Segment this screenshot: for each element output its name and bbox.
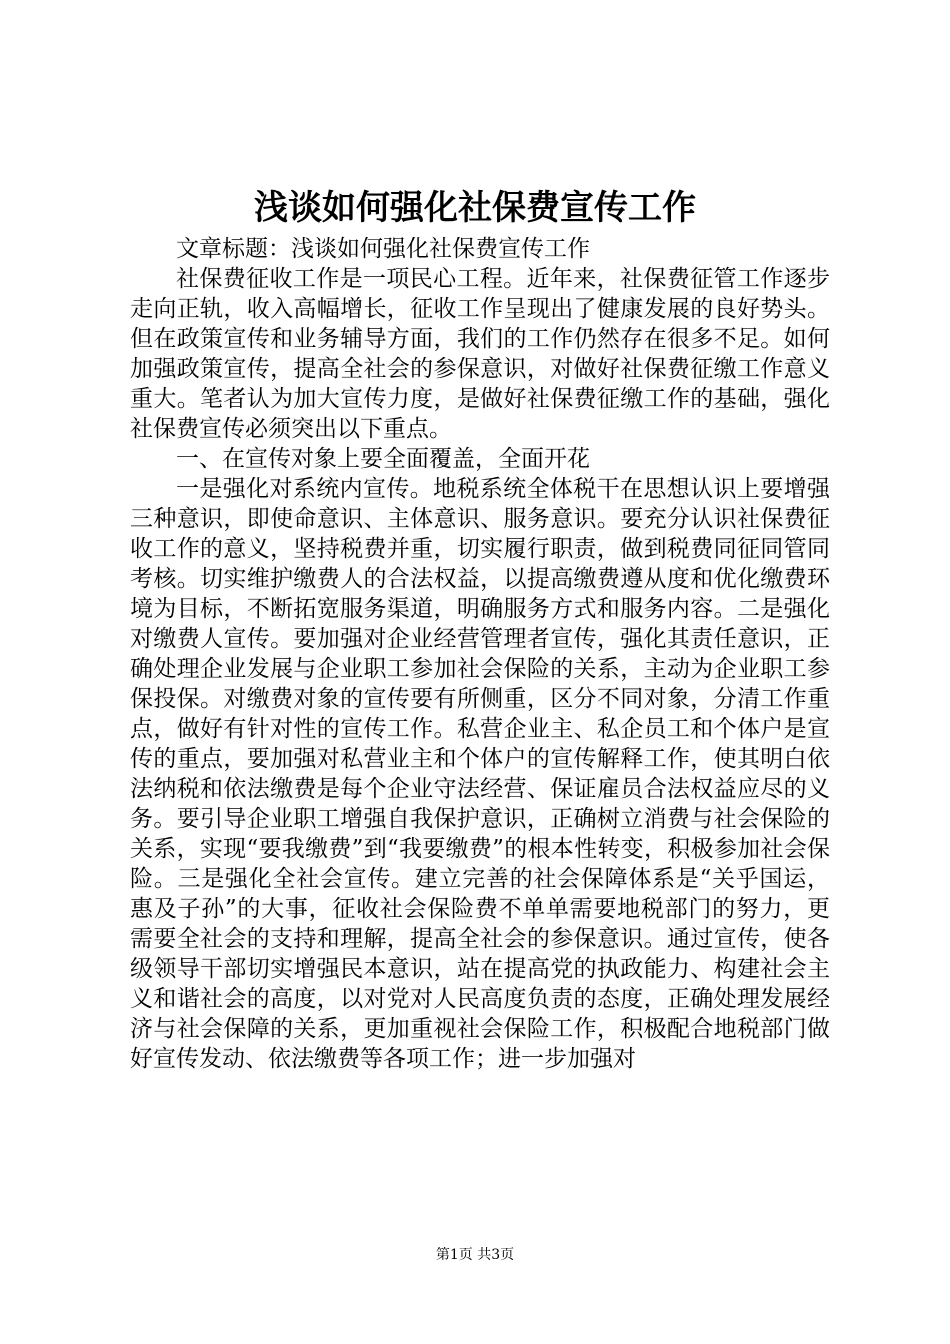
document-body bbox=[130, 234, 830, 1074]
section-heading: 一、在宣传对象上要全面覆盖，全面开花 bbox=[176, 446, 590, 472]
paragraph-article-title: 文章标题：浅谈如何强化社保费宣传工作 bbox=[176, 236, 590, 262]
page-footer: 第1页 共3页 bbox=[435, 1247, 515, 1263]
document-title: 浅谈如何强化社保费宣传工作 bbox=[254, 188, 696, 228]
paragraph-body: 一是强化对系统内宣传。地税系统全体税干在思想认识上要增强三种意识，即使命意识、主体意识、服务意识。要充分认识社保费征收工作的意义，坚持税费并重，切实履行职责，做到税费同征同管同考核。切实维护缴费人的合法权益，以提高缴费遵从度和优化缴费环境为目标，不断拓宽服务渠道，明确服务方式和服务内容。二是强化对缴费人宣传。要加强对企业经营管理者宣传，强化其责任意识，正确处理企业发展与企业职工参加社会保险的关系，主动为企业职工参保投保。对缴费对象的宣传要有所侧重，区分不同对象，分清工作重点，做好有针对性的宣传工作。私营企业主、私企员工和个体户是宣传的重点，要加强对私营业主和个体户的宣传解释工作，使其明白依法纳税和依法缴费是每个企业守法经营、保证雇员合法权益应尽的义务。要引导企业职工增强自我保护意识，正确树立消费与社会保险的关系，实现“要我缴费”到“我要缴费”的根本性转变，积极参加社会保险。三是强化全社会宣传。建立完善的社会保障体系是“关乎国运，惠及子孙”的大事，征收社会保险费不单单需要地税部门的努力，更需要全社会的支持和理解，提高全社会的参保意识。通过宣传，使各级领导干部切实增强民本意识，站在提高党的执政能力、构建社会主义和谐社会的高度，以对党对人民高度负责的态度，正确处理发展经济与社会保障的关系，更加重视社会保险工作，积极配合地税部门做好宣传发动、依法缴费等各项工作；进一步加强对 bbox=[130, 476, 830, 1072]
paragraph-intro: 社保费征收工作是一项民心工程。近年来，社保费征管工作逐步走向正轨，收入高幅增长，征收工作呈现出了健康发展的良好势头。但在政策宣传和业务辅导方面，我们的工作仍然存在很多不足。如何加强政策宣传，提高全社会的参保意识，对做好社保费征缴工作意义重大。笔者认为加大宣传力度，是做好社保费征缴工作的基础，强化社保费宣传必须突出以下重点。 bbox=[130, 266, 830, 442]
